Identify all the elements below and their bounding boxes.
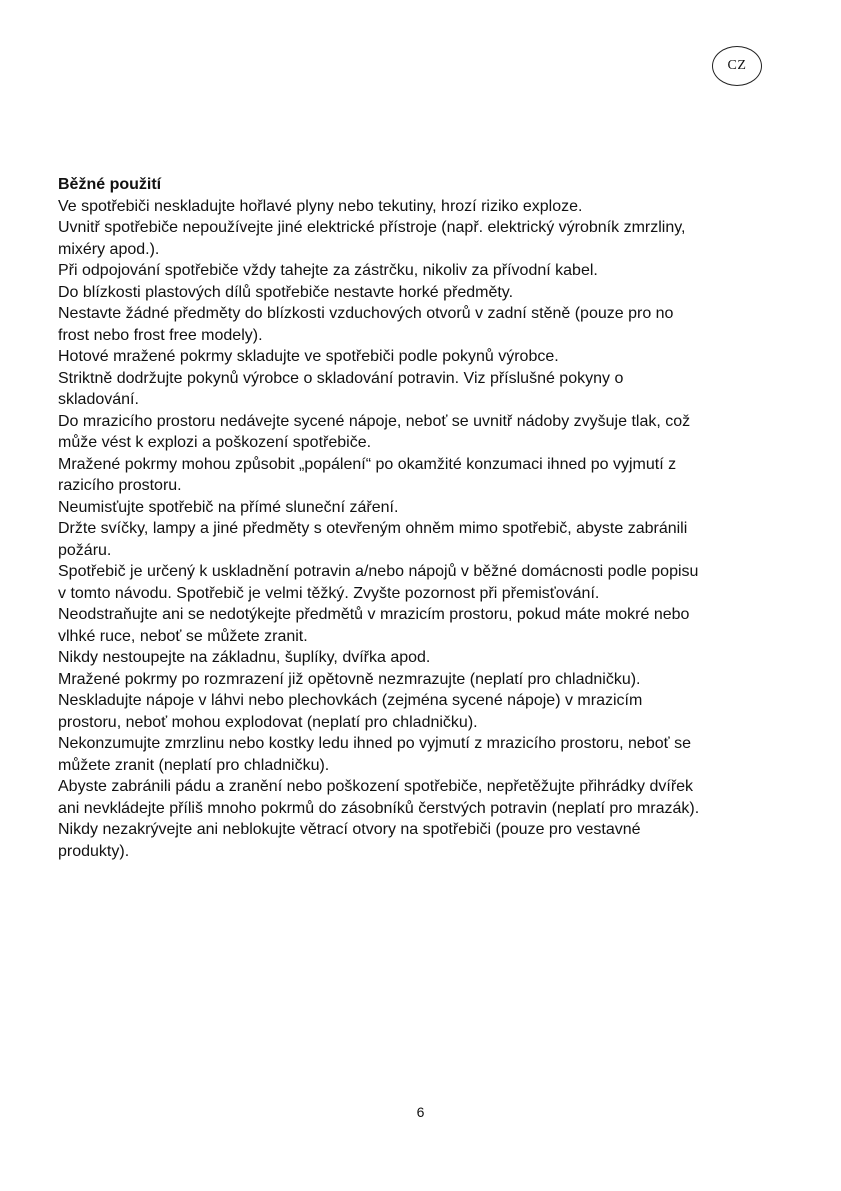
text-line: Držte svíčky, lampy a jiné předměty s otevřeným ohněm mimo spotřebič, abyste zabránili [58, 520, 688, 537]
text-line: ani nevkládejte příliš mnoho pokrmů do zásobníků čerstvých potravin (neplatí pro mrazák). [58, 799, 700, 817]
text-line: Spotřebič je určený k uskladnění potravin a/nebo nápojů v běžné domácnosti podle popisu [58, 563, 699, 580]
text-line: může vést k explozi a poškození spotřebiče. [58, 434, 372, 451]
text-line: Hotové mražené pokrmy skladujte ve spotřebiči podle pokynů výrobce. [58, 348, 559, 365]
section-heading: Běžné použití [58, 176, 162, 193]
text-line: produkty). [58, 842, 130, 860]
text-line: Do blízkosti plastových dílů spotřebiče nestavte horké předměty. [58, 283, 514, 301]
text-line: Neodstraňujte ani se nedotýkejte předmětů v mrazicím prostoru, pokud máte mokré nebo [58, 606, 690, 623]
text-line: Nikdy nestoupejte na základnu, šuplíky, dvířka apod. [58, 649, 431, 666]
text-line: skladování. [58, 391, 139, 408]
safety-text [58, 196, 788, 863]
text-line: Neskladujte nápoje v láhvi nebo plechovkách (zejména sycené nápoje) v mrazicím [58, 692, 643, 709]
language-badge [712, 46, 762, 86]
language-code: CZ [727, 58, 747, 73]
text-line: Abyste zabránili pádu a zranění nebo poškození spotřebiče, nepřetěžujte přihrádky dvířek [58, 778, 694, 795]
text-line: Mražené pokrmy mohou způsobit „popálení“ po okamžité konzumaci ihned po vyjmutí z [58, 455, 677, 473]
text-line: frost nebo frost free modely). [58, 326, 263, 344]
text-line: Při odpojování spotřebiče vždy tahejte za zástrčku, nikoliv za přívodní kabel. [58, 262, 598, 279]
text-line: Neumisťujte spotřebič na přímé sluneční záření. [58, 498, 399, 516]
text-line: Do mrazicího prostoru nedávejte sycené nápoje, neboť se uvnitř nádoby zvyšuje tlak, což [58, 412, 691, 430]
text-line: Ve spotřebiči neskladujte hořlavé plyny nebo tekutiny, hrozí riziko exploze. [58, 197, 583, 215]
text-line: prostoru, neboť mohou explodovat (neplatí pro chladničku). [58, 713, 478, 731]
text-line: Uvnitř spotřebiče nepoužívejte jiné elektrické přístroje (např. elektrický výrobník zmrzliny, [58, 219, 686, 236]
text-line: Nestavte žádné předměty do blízkosti vzduchových otvorů v zadní stěně (pouze pro no [58, 305, 674, 322]
page-number: 6 [416, 1104, 425, 1120]
text-line: Striktně dodržujte pokynů výrobce o skladování potravin. Viz příslušné pokyny o [58, 369, 624, 387]
text-line: Nekonzumujte zmrzlinu nebo kostky ledu ihned po vyjmutí z mrazicího prostoru, neboť se [58, 735, 691, 752]
text-line: můžete zranit (neplatí pro chladničku). [58, 756, 330, 774]
text-line: Nikdy nezakrývejte ani neblokujte větrací otvory na spotřebiči (pouze pro vestavné [58, 821, 641, 838]
document-body [58, 174, 788, 862]
text-line: vlhké ruce, neboť se můžete zranit. [58, 627, 308, 645]
text-line: Mražené pokrmy po rozmrazení již opětovně nezmrazujte (neplatí pro chladničku). [58, 670, 641, 688]
text-line: v tomto návodu. Spotřebič je velmi těžký. Zvyšte pozornost při přemisťování. [58, 584, 600, 602]
text-line: požáru. [58, 541, 112, 559]
text-line: mixéry apod.). [58, 240, 160, 258]
text-line: razicího prostoru. [58, 477, 182, 494]
